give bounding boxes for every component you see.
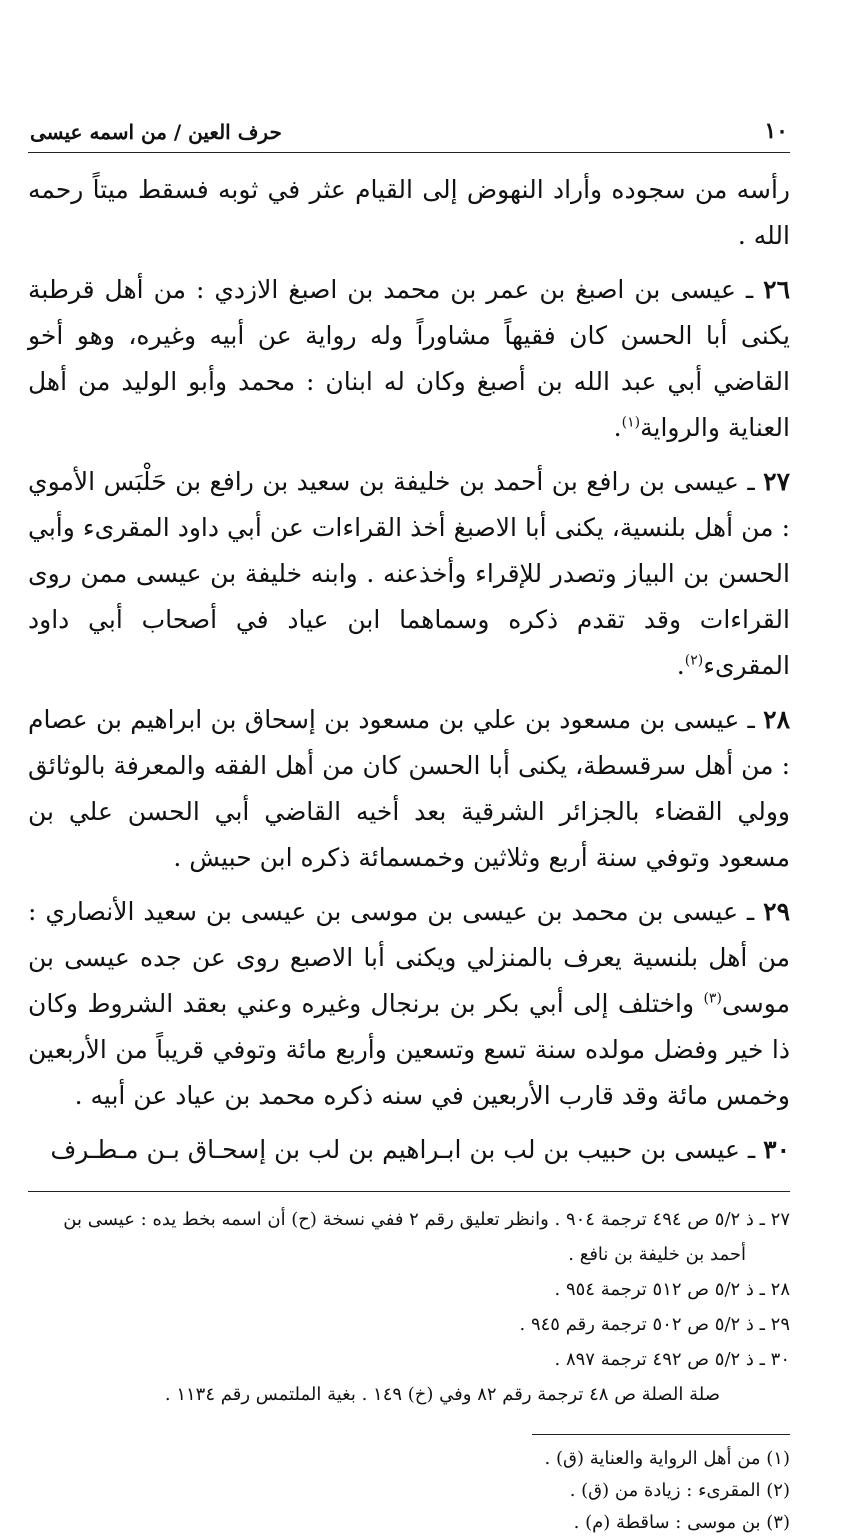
footnote-item: (٢) المقرىء : زيادة من (ق) . [569, 1480, 790, 1501]
entry-number: ٢٦ [763, 275, 790, 304]
footnotes [28, 1443, 790, 1539]
source-line: ٣٠ ـ ذ ٥/٢ ص ٤٩٢ ترجمة ٨٩٧ . [554, 1349, 790, 1370]
intro-paragraph: رأسه من سجوده وأراد النهوض إلى القيام عثر في ثوبه فسقط ميتاً رحمه الله . [28, 175, 790, 250]
entry-tail: واختلف إلى أبي بكر بن برنجال وغيره وعني بعقد الشروط وكان ذا خير وفضل مولده سنة تسع وتسعين وأربع مائة وتوفي قريباً من الأربعين وخمس مائة وقد قارب الأربعين في سنه ذكره محمد بن عياد عن أبيه . [28, 989, 790, 1110]
entry-26 [28, 267, 790, 451]
running-header [28, 112, 790, 153]
footnote-ref: (٢) [684, 652, 704, 669]
source-line: ٢٩ ـ ذ ٥/٢ ص ٥٠٢ ترجمة رقم ٩٤٥ . [519, 1314, 790, 1335]
source-line: صلة الصلة ص ٤٨ ترجمة رقم ٨٢ وفي (خ) ١٤٩ . بغية الملتمس رقم ١١٣٤ . [164, 1384, 720, 1405]
entry-28 [28, 697, 790, 881]
main-text [28, 167, 790, 1173]
entry-number: ٣٠ [763, 1135, 790, 1164]
entry-number: ٢٨ [763, 705, 790, 734]
entry-tail: . [613, 413, 622, 442]
book-page [28, 112, 790, 1533]
entry-tail: . [676, 651, 685, 680]
footnote-item: (٣) بن موسى : ساقطة (م) . [573, 1512, 790, 1533]
footnotes-divider [532, 1434, 790, 1435]
footnote-item: (١) من أهل الرواية والعناية (ق) . [544, 1448, 790, 1469]
page-number: ١٠ [764, 118, 788, 144]
source-line: ٢٧ ـ ذ ٥/٢ ص ٤٩٤ ترجمة ٩٠٤ . وانظر تعليق رقم ٢ ففي نسخة (ح) أن اسمه بخط يده : عيسى بن [63, 1209, 790, 1230]
source-line: ٢٨ ـ ذ ٥/٢ ص ٥١٢ ترجمة ٩٥٤ . [554, 1279, 790, 1300]
section-title: حرف العين / من اسمه عيسى [30, 120, 282, 144]
entry-number: ٢٩ [763, 897, 790, 926]
entry-30 [28, 1127, 790, 1173]
entry-text: ـ عيسى بن مسعود بن علي بن مسعود بن إسحاق بن ابراهيم بن عصام : من أهل سرقسطة، يكنى أبا الحسن كان من أهل الفقه والمعرفة بالوثائق وولي القضاء بالجزائر الشرقية بعد أخيه القاضي أبي الحسن علي بن مسعود وتوفي سنة أربع وثلاثين وخمسمائة ذكره ابن حبيش . [28, 705, 790, 872]
entry-text: ـ عيسى بن اصبغ بن عمر بن محمد بن اصبغ الازدي : من أهل قرطبة يكنى أبا الحسن كان فقيهاً مشاوراً وله رواية عن أبيه وغيره، وهو أخو القاضي أبي عبد الله بن أصبغ وكان له ابنان : محمد وأبو الوليد من أهل العناية والرواية [28, 275, 790, 442]
entry-text: ـ عيسى بن محمد بن عيسى بن موسى بن عيسى بن سعيد الأنصاري : من أهل بلنسية يعرف بالمنزلي ويكنى أبا الاصبع روى عن جده عيسى بن موسى [28, 897, 790, 1018]
entry-number: ٢٧ [763, 467, 790, 496]
sources-divider [28, 1191, 790, 1192]
entry-27 [28, 459, 790, 689]
entry-text: ـ عيسى بن رافع بن أحمد بن خليفة بن سعيد بن رافع بن حَلْبَس الأموي : من أهل بلنسية، يكنى أبا الاصبغ أخذ القراءات عن أبي داود المقرىء وأبي الحسن بن البياز وتصدر للإقراء وأخذعنه . وابنه خليفة بن عيسى ممن روى القراءات وقد تقدم ذكره وسماهما ابن عياد في أصحاب أبي داود المقرىء [28, 467, 790, 680]
entry-29 [28, 889, 790, 1119]
source-line: أحمد بن خليفة بن نافع . [568, 1244, 746, 1265]
entry-text: ـ عيسى بن حبيب بن لب بن ابـراهيم بن لب بن إسحـاق بـن مـطـرف [50, 1135, 764, 1164]
footnote-ref: (١) [621, 414, 641, 431]
source-references [28, 1202, 790, 1412]
footnote-ref: (٣) [703, 990, 722, 1007]
